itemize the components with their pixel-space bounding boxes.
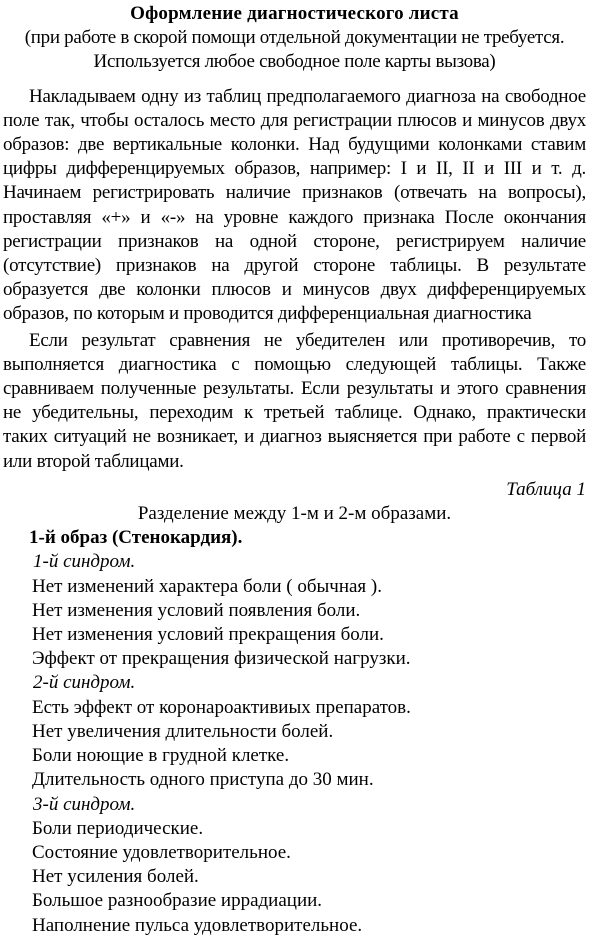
- symptom-item: Состояние удовлетворительное.: [32, 841, 291, 863]
- symptom-item: Нет увеличения длительности болей.: [32, 720, 334, 742]
- symptom-item: Боли ноющие в грудной клетке.: [32, 745, 290, 767]
- symptom-item: Есть эффект от коронароактивиых препаратов.: [32, 696, 411, 718]
- symptom-item: Боли периодические.: [32, 817, 204, 839]
- syndrome-block-1: [3, 550, 586, 671]
- symptom-item: Большое разнообразие иррадиации.: [32, 890, 323, 912]
- subtitle-line-1: (при работе в скорой помощи отдельной документации не требуется.: [24, 27, 565, 49]
- symptom-item: Наполнение пульса удовлетворительное.: [32, 914, 363, 936]
- syndrome-label: 2-й синдром.: [33, 672, 136, 694]
- subtitle-line-2: Используется любое свободное поле карты вызова): [93, 51, 496, 73]
- symptom-item: Эффект от прекращения физической нагрузки.: [32, 648, 411, 670]
- symptom-item: Нет усиления болей.: [32, 866, 199, 888]
- paragraph-comparison: Если результат сравнения не убедителен или противоречив, то выполняется диагностика с помощью следующей таблицы. Также сравниваем полученные результаты. Если результаты и этого сравнения не убедительны, переходим к третьей таблице. Однако, практически таких ситуаций не возникает, и диагноз выясняется при работе с первой или второй таблицами.: [3, 329, 586, 472]
- syndrome-label: 3-й синдром.: [33, 793, 136, 815]
- image-title: 1-й образ (Стенокардия).: [29, 527, 243, 549]
- syndrome-block-3: [3, 793, 586, 938]
- syndrome-block-2: [3, 671, 586, 792]
- document-title: Оформление диагностического листа: [130, 3, 459, 24]
- table-number: Таблица 1: [506, 478, 586, 500]
- symptom-item: Нет изменения условий прекращения боли.: [32, 624, 384, 646]
- symptom-item: Длительность одного приступа до 30 мин.: [32, 769, 374, 791]
- symptom-item: Нет изменений характера боли ( обычная ).: [32, 575, 382, 597]
- syndrome-label: 1-й синдром.: [33, 551, 136, 573]
- table-caption: Разделение между 1-м и 2-м образами.: [137, 503, 452, 525]
- paragraph-instructions: Накладываем одну из таблиц предполагаемого диагноза на свободное поле так, чтобы осталось место для регистрации плюсов и минусов двух образов: две вертикальные колонки. Над будущими колонками ставим цифры дифференцируемых образов, например: I и II, II и III и т. д. Начинаем регистрировать наличие признаков (отвечать на вопросы), проставляя «+» и «-» на уровне каждого признака После окончания регистрации признаков на одной стороне, регистрируем наличие (отсутствие) признаков на другой стороне таблицы. В результате образуется две колонки плюсов и минусов двух дифференцируемых образов, по которым и проводится дифференциальная диагностика: [3, 85, 586, 325]
- symptom-item: Нет изменения условий появления боли.: [32, 599, 361, 621]
